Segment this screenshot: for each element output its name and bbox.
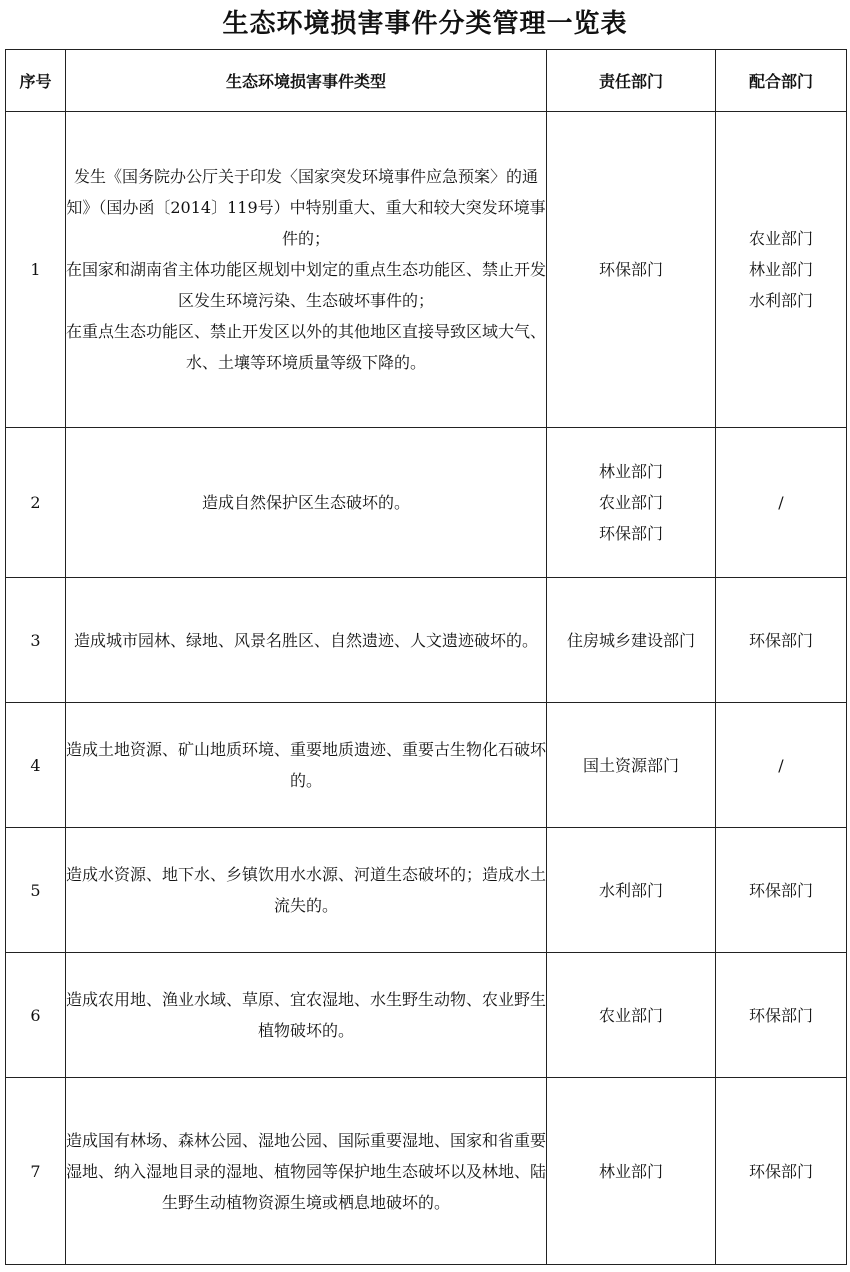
responsible-dept: 环保部门 xyxy=(598,260,663,279)
table-row xyxy=(6,953,847,1078)
row-no: 1 xyxy=(6,112,66,428)
row-cooperating xyxy=(716,953,847,1078)
table-row xyxy=(6,428,847,578)
row-responsible xyxy=(547,953,716,1078)
row-type-paragraph: 在国家和湖南省主体功能区规划中划定的重点生态功能区、禁止开发区发生环境污染、生态破坏事件的； xyxy=(66,260,547,310)
cooperating-dept: / xyxy=(778,755,784,775)
row-type-paragraph: 发生《国务院办公厅关于印发〈国家突发环境事件应急预案〉的通知》（国办函〔2014〕119号）中特别重大、重大和较大突发环境事件的； xyxy=(66,167,546,248)
table-row xyxy=(6,1078,847,1265)
row-no: 5 xyxy=(6,828,66,953)
table-row xyxy=(6,578,847,703)
row-no: 6 xyxy=(6,953,66,1078)
row-cooperating xyxy=(716,112,847,428)
responsible-dept: 住房城乡建设部门 xyxy=(566,630,695,650)
row-cooperating xyxy=(716,578,847,703)
row-type xyxy=(66,953,547,1078)
row-responsible xyxy=(547,828,716,953)
table-row xyxy=(6,703,847,828)
row-type-paragraph: 造成城市园林、绿地、风景名胜区、自然遗迹、人文遗迹破坏的。 xyxy=(73,630,538,650)
header-cooperating: 配合部门 xyxy=(716,50,847,112)
responsible-dept: 水利部门 xyxy=(598,880,663,900)
responsible-dept: 林业部门 xyxy=(598,1161,663,1181)
row-type xyxy=(66,703,547,828)
row-responsible xyxy=(547,703,716,828)
row-type-paragraph: 造成农用地、渔业水域、草原、宜农湿地、水生野生动物、农业野生植物破坏的。 xyxy=(66,990,547,1040)
row-responsible xyxy=(547,1078,716,1265)
responsible-dept: 农业部门 xyxy=(598,493,663,512)
row-no: 2 xyxy=(6,428,66,578)
cooperating-dept: / xyxy=(778,493,784,512)
table-row xyxy=(6,112,847,428)
row-responsible xyxy=(547,112,716,428)
header-responsible: 责任部门 xyxy=(547,50,716,112)
row-no: 7 xyxy=(6,1078,66,1265)
table-header-row xyxy=(6,50,847,112)
row-responsible xyxy=(547,578,716,703)
cooperating-dept: 农业部门 xyxy=(748,229,813,248)
row-cooperating xyxy=(716,703,847,828)
row-type xyxy=(66,1078,547,1265)
row-cooperating xyxy=(716,428,847,578)
header-no: 序号 xyxy=(6,50,66,112)
cooperating-dept: 环保部门 xyxy=(748,880,813,900)
row-type-paragraph: 造成国有林场、森林公园、湿地公园、国际重要湿地、国家和省重要湿地、纳入湿地目录的湿地、植物园等保护地生态破坏以及林地、陆生野生动植物资源生境或栖息地破坏的。 xyxy=(66,1130,547,1212)
table-row xyxy=(6,828,847,953)
classification-table xyxy=(5,49,847,1265)
row-type xyxy=(66,828,547,953)
row-type xyxy=(66,112,547,428)
cooperating-dept: 环保部门 xyxy=(748,1005,813,1025)
row-type-paragraph: 造成自然保护区生态破坏的。 xyxy=(201,493,410,512)
responsible-dept: 环保部门 xyxy=(598,524,663,543)
cooperating-dept: 林业部门 xyxy=(748,260,813,279)
row-no: 4 xyxy=(6,703,66,828)
cooperating-dept: 水利部门 xyxy=(748,291,813,310)
page-title: 生态环境损害事件分类管理一览表 xyxy=(222,9,628,39)
row-no: 3 xyxy=(6,578,66,703)
row-type xyxy=(66,428,547,578)
row-type-paragraph: 在重点生态功能区、禁止开发区以外的其他地区直接导致区域大气、水、土壤等环境质量等级下降的。 xyxy=(66,322,547,372)
row-type xyxy=(66,578,547,703)
responsible-dept: 农业部门 xyxy=(598,1005,663,1025)
row-cooperating xyxy=(716,828,847,953)
row-type-paragraph: 造成水资源、地下水、乡镇饮用水水源、河道生态破坏的；造成水土流失的。 xyxy=(66,865,547,915)
row-responsible xyxy=(547,428,716,578)
row-cooperating xyxy=(716,1078,847,1265)
cooperating-dept: 环保部门 xyxy=(748,1161,813,1181)
cooperating-dept: 环保部门 xyxy=(748,630,813,650)
responsible-dept: 林业部门 xyxy=(598,462,663,481)
row-type-paragraph: 造成土地资源、矿山地质环境、重要地质遗迹、重要古生物化石破坏的。 xyxy=(66,740,547,790)
responsible-dept: 国土资源部门 xyxy=(582,755,679,775)
header-type: 生态环境损害事件类型 xyxy=(66,50,547,112)
